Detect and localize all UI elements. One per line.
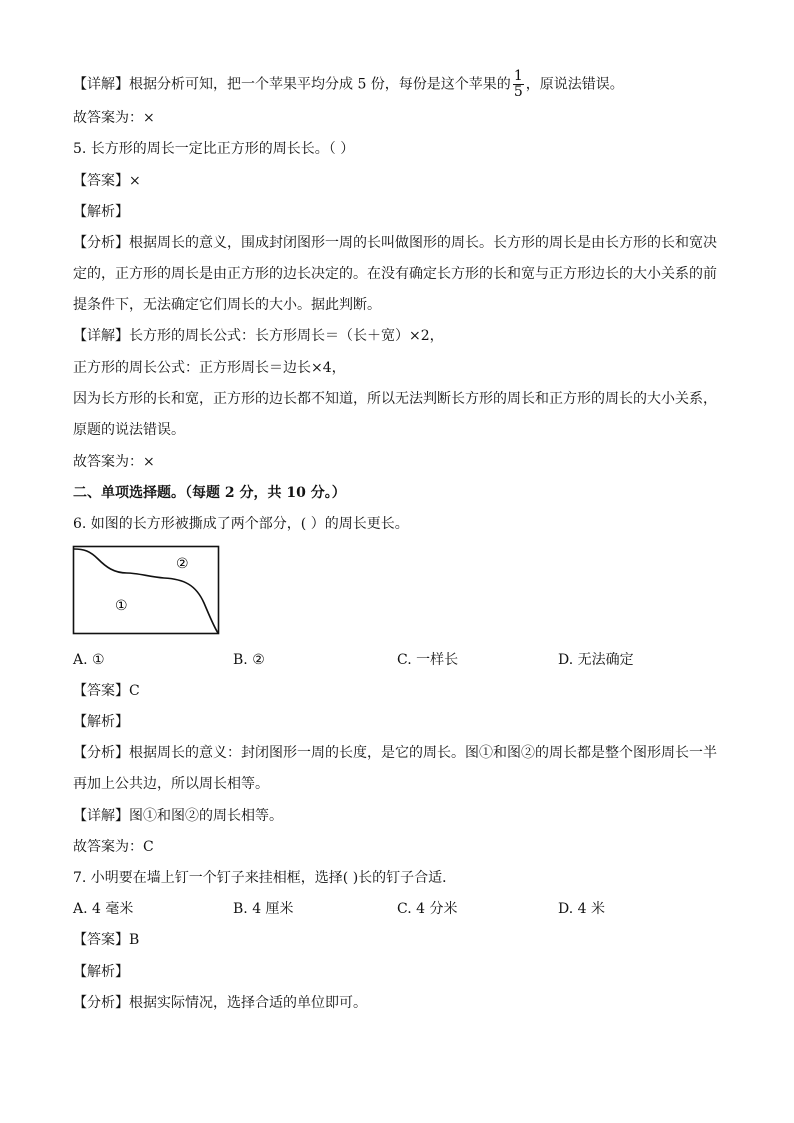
q5-analysis-line-2: 定的，正方形的周长是由正方形的边长决定的。在没有确定长方形的长和宽与正方形边长的大小关系的前 — [73, 266, 717, 282]
q7-option-d[interactable]: D. 4 米 — [558, 901, 605, 917]
q6-option-b[interactable]: B. ② — [233, 652, 265, 668]
region-1-label: ① — [115, 598, 128, 614]
q6-analysis-line-1: 【分析】根据周长的意义：封闭图形一周的长度，是它的周长。图①和图②的周长都是整个图形周长一半 — [73, 745, 717, 761]
q4-detail-pre: 【详解】根据分析可知，把一个苹果平均分成 5 份，每份是这个苹果的 — [73, 76, 511, 93]
q5-analysis-line-1: 【分析】根据周长的意义，围成封闭图形一周的长叫做图形的周长。长方形的周长是由长方形的长和宽决 — [73, 235, 717, 251]
q5-final-answer: 故答案为：× — [73, 454, 155, 470]
tear-line — [74, 549, 218, 633]
q5-detail-line-2: 正方形的周长公式：正方形周长＝边长×4， — [73, 360, 346, 376]
q7-option-b[interactable]: B. 4 厘米 — [233, 901, 294, 917]
q7-option-a[interactable]: A. 4 毫米 — [73, 901, 134, 917]
q5-question: 5. 长方形的周长一定比正方形的周长长。（ ） — [73, 141, 355, 157]
fraction-denominator: 5 — [513, 84, 523, 100]
q6-final-answer: 故答案为：C — [73, 839, 154, 855]
q7-answer: 【答案】B — [73, 932, 140, 948]
q5-detail-line-4: 原题的说法错误。 — [73, 422, 185, 438]
section2-title: 二、单项选择题。（每题 2 分，共 10 分。） — [73, 485, 346, 501]
q4-detail-post: ，原说法错误。 — [525, 76, 624, 93]
q6-question: 6. 如图的长方形被撕成了两个部分，( ）的周长更长。 — [73, 516, 409, 532]
q6-answer: 【答案】C — [73, 683, 140, 699]
q5-analysis-line-3: 提条件下，无法确定它们周长的大小。据此判断。 — [73, 297, 381, 313]
fraction-one-fifth — [513, 69, 524, 100]
q6-option-c[interactable]: C. 一样长 — [397, 652, 459, 668]
q7-question: 7. 小明要在墙上钉一个钉子来挂相框，选择( )长的钉子合适． — [73, 870, 457, 886]
q4-final-answer: 故答案为：× — [73, 110, 155, 126]
q4-detail-line — [73, 69, 624, 100]
q5-detail-line-1: 【详解】长方形的周长公式：长方形周长＝（长＋宽）×2， — [73, 328, 444, 344]
q5-detail-line-3: 因为长方形的长和宽，正方形的边长都不知道，所以无法判断长方形的周长和正方形的周长的大小关系， — [73, 391, 717, 407]
q7-jiexi-label: 【解析】 — [73, 964, 129, 980]
q6-option-d[interactable]: D. 无法确定 — [558, 652, 634, 668]
q6-jiexi-label: 【解析】 — [73, 714, 129, 730]
q7-option-c[interactable]: C. 4 分米 — [397, 901, 458, 917]
q6-detail: 【详解】图①和图②的周长相等。 — [73, 808, 283, 824]
q5-answer: 【答案】× — [73, 173, 141, 189]
q7-analysis: 【分析】根据实际情况，选择合适的单位即可。 — [73, 995, 367, 1011]
q6-analysis-line-2: 再加上公共边，所以周长相等。 — [73, 776, 269, 792]
q5-jiexi-label: 【解析】 — [73, 204, 129, 220]
region-2-label: ② — [176, 556, 189, 572]
fraction-numerator: 1 — [513, 68, 523, 84]
torn-rectangle-figure — [72, 545, 222, 637]
q6-option-a[interactable]: A. ① — [73, 652, 105, 668]
